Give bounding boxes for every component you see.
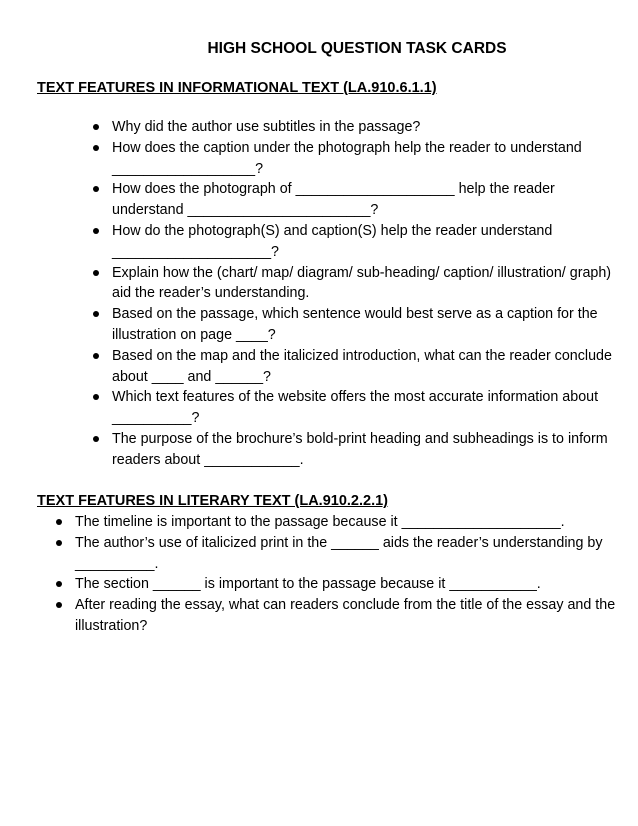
document-title: HIGH SCHOOL QUESTION TASK CARDS — [207, 40, 507, 57]
section-heading-literary: TEXT FEATURES IN LITERARY TEXT (LA.910.2.2.1) — [37, 493, 389, 509]
list-item: How does the caption under the photograph help the reader to understand __________________? — [93, 138, 613, 180]
list-item: Explain how the (chart/ map/ diagram/ sub-heading/ caption/ illustration/ graph) aid the reader’s understanding. — [93, 263, 613, 305]
list-item: How does the photograph of ____________________ help the reader understand _______________________? — [93, 179, 613, 221]
list-item: The author’s use of italicized print in the ______ aids the reader’s understanding by __________. — [56, 533, 616, 575]
list-item: The timeline is important to the passage because it ____________________. — [56, 512, 616, 533]
list-item: Which text features of the website offers the most accurate information about __________? — [93, 387, 613, 429]
question-list-informational — [93, 117, 613, 471]
section-heading-informational: TEXT FEATURES IN INFORMATIONAL TEXT (LA.910.6.1.1) — [37, 80, 437, 96]
list-item: The section ______ is important to the passage because it ___________. — [56, 574, 616, 595]
list-item: Based on the map and the italicized introduction, what can the reader conclude about ____ and ______? — [93, 346, 613, 388]
list-item: Based on the passage, which sentence would best serve as a caption for the illustration on page ____? — [93, 304, 613, 346]
question-list-literary — [56, 512, 616, 637]
list-item: Why did the author use subtitles in the passage? — [93, 117, 613, 138]
list-item: How do the photograph(S) and caption(S) help the reader understand ____________________? — [93, 221, 613, 263]
list-item: After reading the essay, what can readers conclude from the title of the essay and the illustration? — [56, 595, 616, 637]
list-item: The purpose of the brochure’s bold-print heading and subheadings is to inform readers about ____________. — [93, 429, 613, 471]
